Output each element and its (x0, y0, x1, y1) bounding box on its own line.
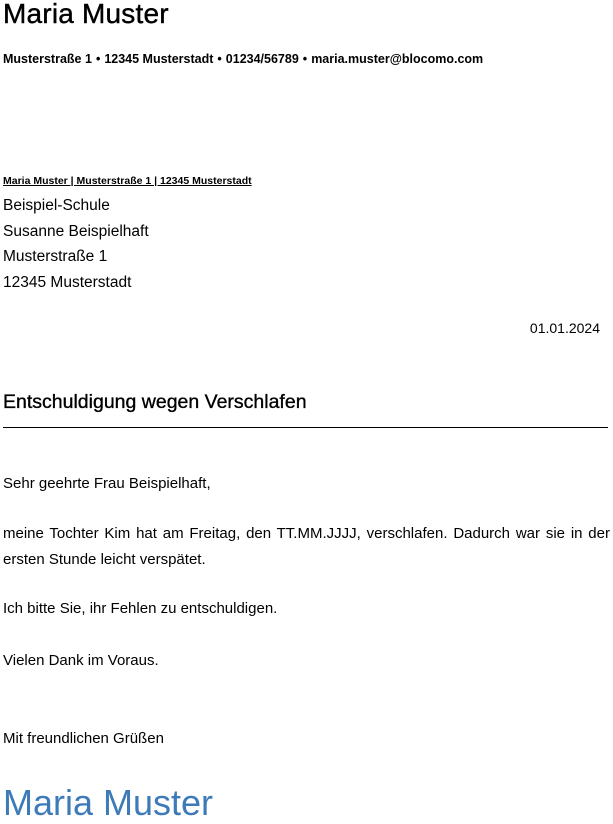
letter-paragraph-1: meine Tochter Kim hat am Freitag, den TT.MM.JJJJ, verschlafen. Dadurch war sie in der ersten Stunde leicht verspätet. (3, 525, 610, 568)
letter-paragraph-2: Ich bitte Sie, ihr Fehlen zu entschuldigen. (3, 600, 278, 617)
bullet-separator: • (302, 52, 308, 66)
sender-name: Maria Muster (3, 0, 169, 29)
letter-salutation: Sehr geehrte Frau Beispielhaft, (3, 475, 211, 492)
bullet-separator: • (217, 52, 222, 66)
sender-city: 12345 Musterstadt (104, 52, 214, 66)
recipient-address (3, 193, 149, 295)
sender-street: Musterstraße 1 (3, 52, 92, 66)
letter-date: 01.01.2024 (529, 320, 600, 336)
sender-phone: 01234/56789 (225, 52, 299, 66)
letter-paragraph-3: Vielen Dank im Voraus. (3, 652, 159, 669)
recipient-street: Musterstraße 1 (3, 248, 108, 265)
recipient-city: 12345 Musterstadt (3, 273, 132, 291)
sender-contact-line (3, 52, 483, 66)
return-address-line: Maria Muster | Musterstraße 1 | 12345 Musterstadt (3, 175, 252, 187)
letter-closing: Mit freundlichen Grüßen (3, 730, 164, 747)
subject-divider (3, 427, 608, 428)
letter-subject: Entschuldigung wegen Verschlafen (3, 391, 307, 413)
signature-name: Maria Muster (3, 782, 214, 823)
sender-email: maria.muster@blocomo.com (311, 52, 484, 66)
bullet-separator: • (95, 52, 101, 66)
recipient-organization: Beispiel-Schule (3, 197, 110, 214)
recipient-person: Susanne Beispielhaft (3, 222, 149, 240)
